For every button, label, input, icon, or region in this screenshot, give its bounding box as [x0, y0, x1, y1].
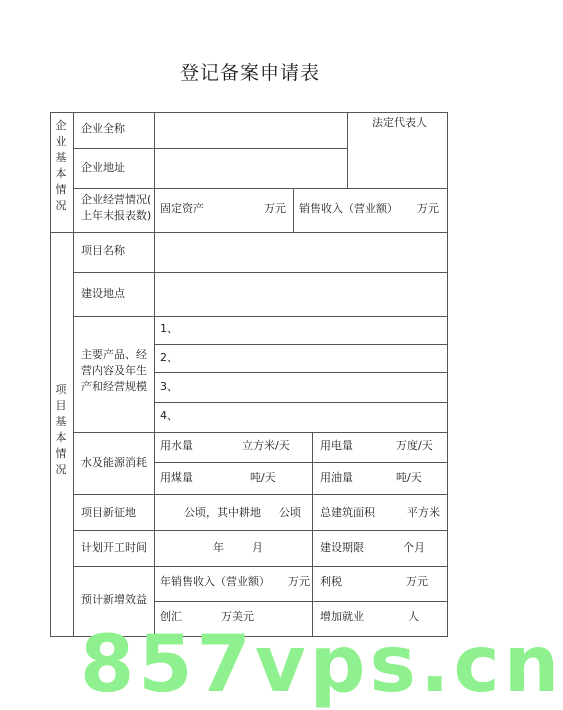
label-water: 用水量	[160, 439, 193, 452]
label-annual-sales: 年销售收入（营业额）	[160, 575, 270, 588]
row-line-item2	[154, 372, 448, 373]
label-address: 企业地址	[81, 161, 125, 174]
label-location: 建设地点	[81, 287, 125, 300]
row-line-name	[73, 148, 348, 149]
row-line-energy-mid	[154, 462, 448, 463]
unit-year: 年	[213, 541, 224, 554]
row-line-benefit-mid	[154, 601, 448, 602]
unit-fixed-assets: 万元	[264, 202, 286, 215]
unit-period: 个月	[403, 541, 425, 554]
unit-land-farm: 公顷	[279, 506, 301, 519]
unit-month: 月	[252, 541, 263, 554]
label-forex: 创汇	[160, 610, 182, 623]
row-line-location	[73, 316, 448, 317]
label-products-line3: 产和经营规模	[81, 380, 147, 393]
label-electricity: 用电量	[320, 439, 353, 452]
label-legal-rep: 法定代表人	[372, 116, 427, 129]
unit-land-total: 公顷，其中耕地	[184, 506, 261, 519]
label-jobs: 增加就业	[320, 610, 364, 623]
label-full-name: 企业全称	[81, 122, 125, 135]
product-item-1: 1、	[160, 322, 178, 335]
unit-annual-sales: 万元	[288, 575, 310, 588]
row-line-start	[73, 566, 448, 567]
table-border-top	[50, 112, 448, 113]
label-benefit: 预计新增效益	[81, 593, 147, 606]
sales-column-line	[293, 188, 294, 233]
label-status-line2: 上年末报表数)	[81, 209, 152, 222]
label-energy: 水及能源消耗	[81, 456, 147, 469]
legal-rep-column-line	[347, 112, 348, 189]
label-products-line2: 营内容及年生	[81, 364, 147, 377]
product-item-3: 3、	[160, 380, 178, 393]
label-floor-area: 总建筑面积	[320, 506, 375, 519]
section-label-enterprise: 企业基本情况	[55, 119, 67, 212]
form-title: 登记备案申请表	[179, 62, 320, 84]
section-column-line	[73, 112, 74, 637]
row-line-land	[73, 530, 448, 531]
row-line-products	[73, 432, 448, 433]
unit-forex: 万美元	[221, 610, 254, 623]
row-line-item3	[154, 402, 448, 403]
unit-tax: 万元	[406, 575, 428, 588]
table-border-right	[447, 112, 448, 637]
label-column-line	[154, 112, 155, 637]
label-oil: 用油量	[320, 471, 353, 484]
unit-jobs: 人	[408, 610, 419, 623]
product-item-2: 2、	[160, 351, 178, 364]
unit-water: 立方米/天	[242, 439, 290, 452]
unit-coal: 吨/天	[250, 471, 276, 484]
section-divider	[50, 232, 448, 233]
label-sales: 销售收入（营业额）	[299, 202, 398, 215]
label-products-line1: 主要产品、经	[81, 348, 147, 361]
unit-floor-area: 平方米	[407, 506, 440, 519]
label-tax: 利税	[320, 575, 342, 588]
unit-electricity: 万度/天	[396, 439, 433, 452]
product-item-4: 4、	[160, 409, 178, 422]
label-coal: 用煤量	[160, 471, 193, 484]
watermark: 857vps.cn	[80, 620, 563, 710]
label-period: 建设期限	[320, 541, 364, 554]
unit-oil: 吨/天	[396, 471, 422, 484]
label-land: 项目新征地	[81, 506, 136, 519]
row-line-item1	[154, 344, 448, 345]
label-fixed-assets: 固定资产	[160, 202, 204, 215]
row-line-energy	[73, 494, 448, 495]
table-border-left	[50, 112, 51, 637]
row-line-address	[73, 188, 448, 189]
label-start-time: 计划开工时间	[81, 541, 147, 554]
row-line-project-name	[73, 272, 448, 273]
unit-sales: 万元	[417, 202, 439, 215]
inner-column-line	[312, 432, 313, 637]
label-project-name: 项目名称	[81, 244, 125, 257]
section-label-project: 项目基本情况	[55, 383, 67, 476]
label-status-line1: 企业经营情况(	[81, 193, 152, 206]
